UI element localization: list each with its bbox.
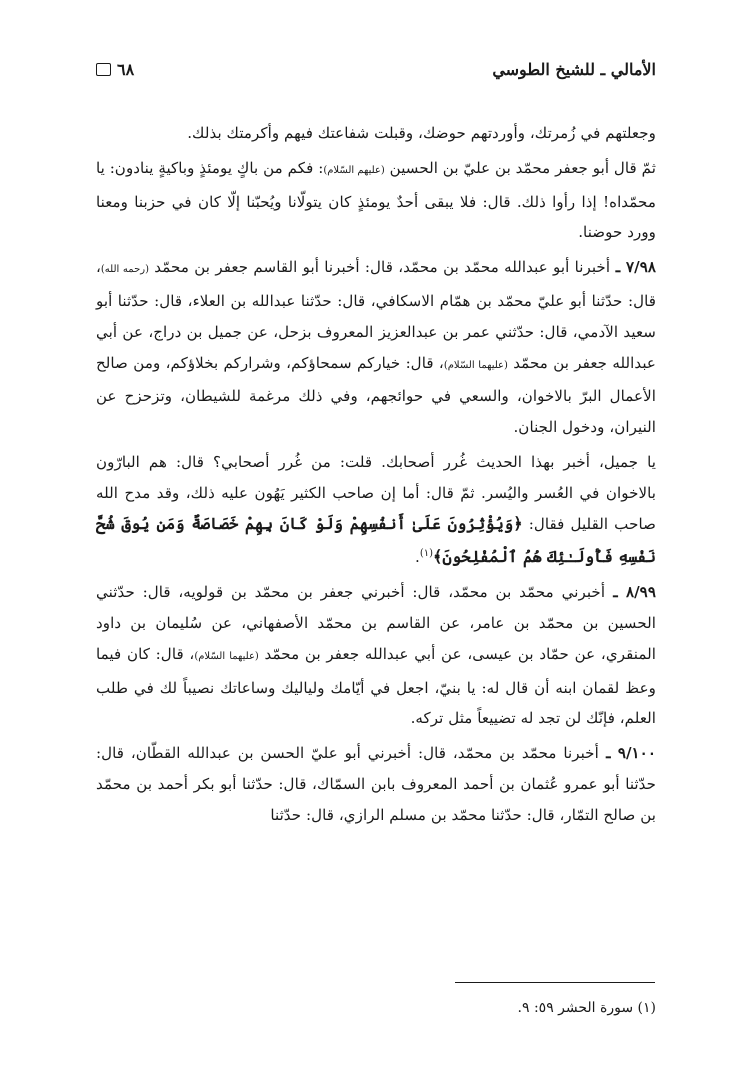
paragraph	[96, 118, 656, 149]
main-text	[96, 118, 656, 835]
text-run: أخبرنا محمّد بن محمّد، قال: أخبرني أبو عليّ الحسن بن عبدالله القطّان، قال: حدّثنا أبو عمرو عُثمان بن أحمد المعروف بابن السمّاك، قال: حدّثنا أبو بكر أحمد بن محمّد بن صالح التمّار، قال: حدّثنا محمّد بن مسلم الرازي، قال: حدّثنا	[96, 744, 656, 824]
footnote-ref: (١)	[419, 548, 434, 560]
text-run: أخبرنا أبو عبدالله محمّد بن محمّد، قال: أخبرنا أبو القاسم جعفر بن محمّد	[149, 258, 611, 277]
page-number-block	[96, 60, 134, 79]
honorific: (رحمه الله)	[100, 264, 149, 276]
text-run: ثمّ قال أبو جعفر محمّد بن عليّ بن الحسين	[384, 158, 656, 177]
paragraph	[96, 447, 656, 573]
hadith-number: ٨/٩٩ ـ	[605, 583, 656, 602]
book-title: الأمالي ـ للشيخ الطوسي	[492, 59, 656, 79]
text-run: وجعلتهم في زُمرتك، وأوردتهم حوضك، وقبلت شفاعتك فيهم وأكرمتك بذلك.	[187, 124, 656, 142]
honorific: (عليهما السّلام)	[194, 650, 259, 662]
square-ornament-icon	[96, 63, 111, 76]
text-run: .	[415, 548, 420, 567]
honorific: (عليهما السّلام)	[443, 359, 508, 371]
text-run: أخبرني محمّد بن محمّد، قال: أخبرني جعفر بن محمّد بن قولويه، قال: حدّثني الحسين بن محمّد بن عامر، عن القاسم بن محمّد الأصفهاني، عن سُليمان بن داود المنقري، عن حمّاد بن عيسى، عن أبي عبدالله جعفر بن محمّد	[96, 583, 656, 663]
text-run: ، قال: كان فيما وعظ لقمان ابنه أن قال له: يا بنيّ، اجعل في أيّامك ولياليك وساعاتك نصيباً لك في طلب العلم، فإنّك لن تجد له تضييعاً مثل تركه.	[96, 644, 656, 728]
hadith-number: ٧/٩٨ ـ	[610, 258, 657, 277]
honorific: (عليهم السّلام)	[323, 164, 385, 176]
footnote: (١) سورة الحشر ٥٩: ٩.	[517, 1000, 656, 1016]
running-header	[96, 54, 656, 84]
paragraph	[96, 252, 656, 443]
text-run: : فكم من باكٍ يومئذٍ وباكيةٍ ينادون: يا محمّداه! إذا رأوا ذلك. قال: فلا يبقى أحدٌ يومئذٍ كان يتولّانا ويُحبّنا إلّا كان في حزبنا ومعنا وورد حوضنا.	[96, 158, 656, 242]
text-run: ، قال: خياركم سمحاؤكم، وشراركم بخلاؤكم، ومن صالح الأعمال البرّ بالاخوان، والسعي في حوائجهم، وفي ذلك مرغمة للشيطان، وتزحزح عن النيران، ودخول الجنان.	[96, 353, 656, 437]
page-number: ٦٨	[117, 59, 135, 79]
paragraph	[96, 738, 656, 830]
paragraph	[96, 153, 656, 248]
quran-verse: ﴿وَيُؤْثِرُونَ عَلَىٰ أَنفُسِهِمْ وَلَوْ كَانَ بِهِمْ خَصَاصَةٌ وَمَن يُوقَ شُحَّ نَفْسِهِ فَأُولَـٰئِكَ هُمُ ٱلْمُفْلِحُونَ﴾	[96, 513, 656, 567]
text-run: يا جميل، أخبر بهذا الحديث غُرر أصحابك. قلت: من غُرر أصحابي؟ قال: هم البارّون بالاخوان في العُسر واليُسر. ثمّ قال: أما إن صاحب الكثير يَهُون عليه ذلك، وقد مدح الله صاحب القليل فقال:	[96, 452, 656, 533]
hadith-number: ٩/١٠٠ ـ	[598, 744, 656, 763]
text-run: ، قال: حدّثنا أبو عليّ محمّد بن همّام الاسكافي، قال: حدّثنا عبدالله بن العلاء، قال: حدّثنا أبو سعيد الآدمي، قال: حدّثني عمر بن عبدالعزيز المعروف بزحل، عن جميل بن دراج، عن أبي عبدالله جعفر بن محمّد	[96, 258, 656, 372]
footnote-separator	[455, 982, 655, 983]
paragraph	[96, 577, 656, 734]
